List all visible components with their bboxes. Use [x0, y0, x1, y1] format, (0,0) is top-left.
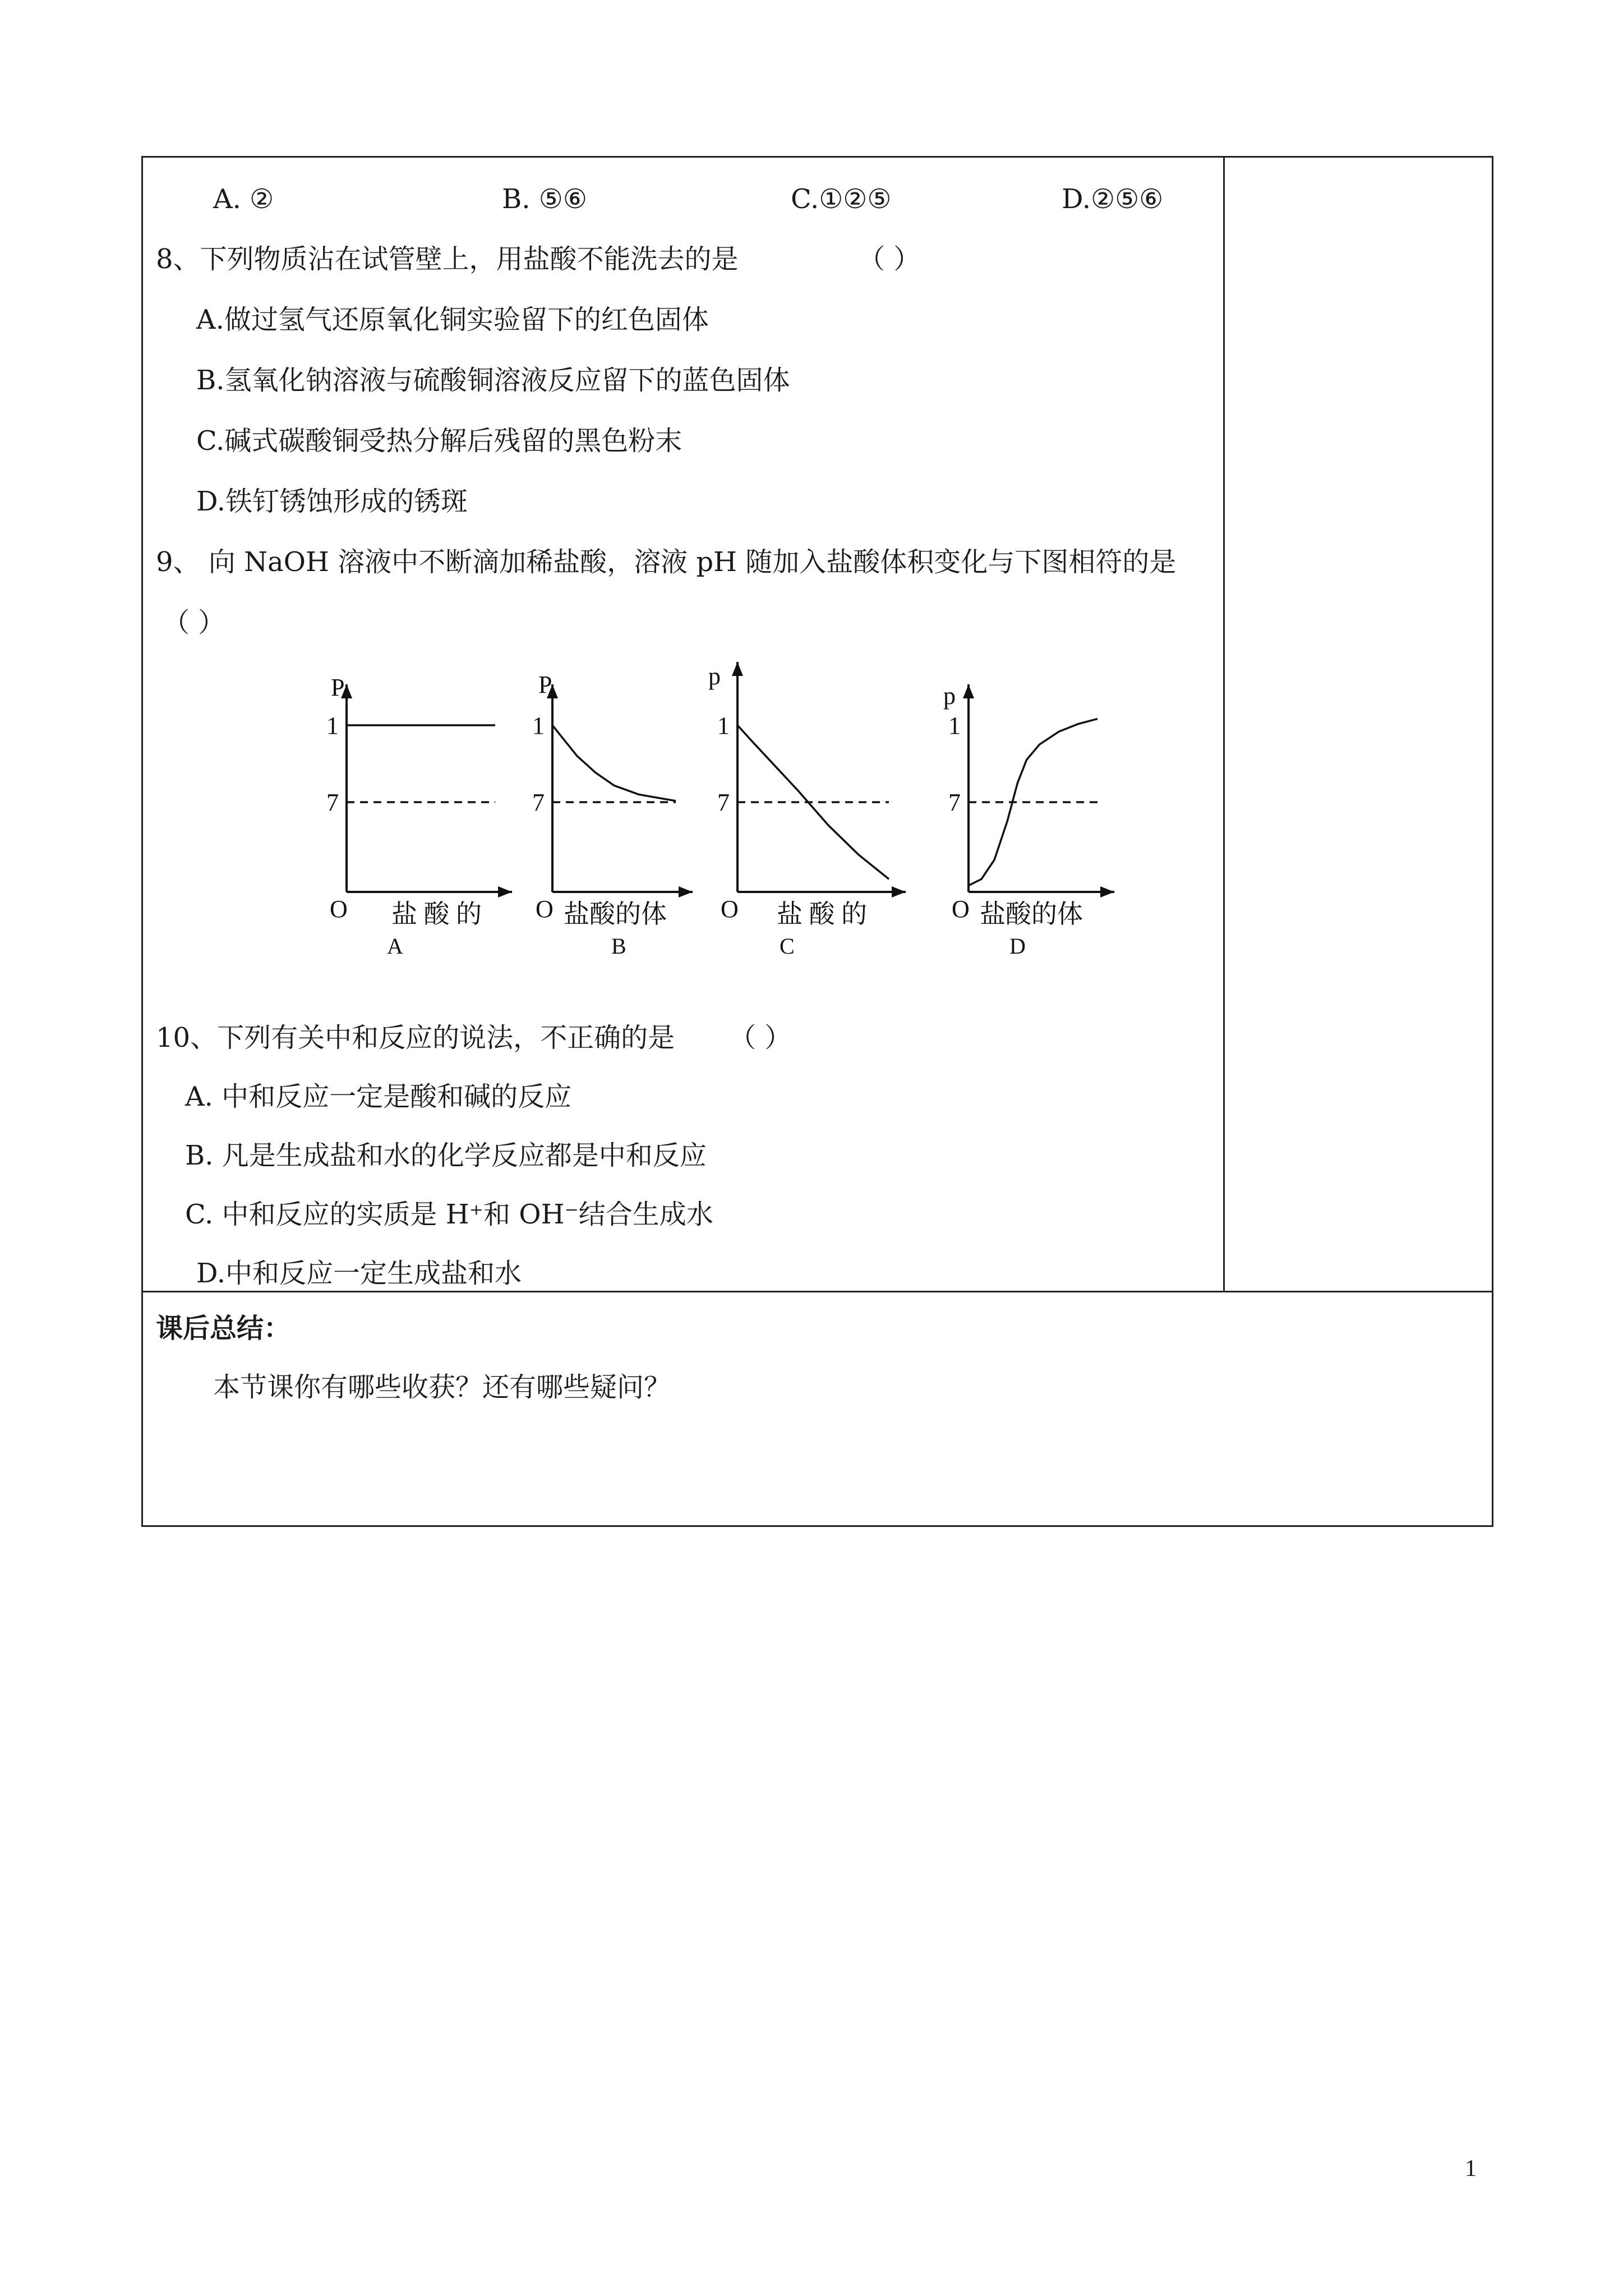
- graph-b-y-label: P: [538, 671, 552, 698]
- graph-b-origin-label: O: [536, 895, 554, 923]
- graph-a-panel-label: A: [387, 933, 403, 959]
- graph-a-tick-label-1: 1: [326, 711, 339, 739]
- graph-b-tick-label-1: 1: [532, 711, 545, 739]
- graph-a-origin-label: O: [330, 895, 348, 923]
- graph-d-x-arrow: [1100, 886, 1114, 898]
- q10-stem: 10、下列有关中和反应的说法，不正确的是: [156, 1022, 675, 1053]
- graph-c-y-arrow: [732, 662, 743, 676]
- graph-b-x-arrow: [679, 886, 693, 898]
- q9-answer-paren: （ ）: [163, 607, 225, 638]
- q10-option-d: D.中和反应一定生成盐和水: [196, 1258, 522, 1289]
- q7-option-c: C.①②⑤: [791, 183, 892, 215]
- graph-c-tick-label-1: 1: [717, 711, 730, 739]
- graph-c-x-label: 盐 酸 的: [777, 900, 867, 928]
- graph-d-y-label: p: [943, 682, 956, 710]
- q8-option-c: C.碱式碳酸铜受热分解后残留的黑色粉末: [196, 425, 683, 457]
- q7-option-b: B. ⑤⑥: [502, 183, 587, 215]
- summary-prompt: 本节课你有哪些收获？还有哪些疑问？: [213, 1372, 671, 1403]
- q10-option-a: A. 中和反应一定是酸和碱的反应: [185, 1081, 572, 1112]
- page-number: 1: [1465, 2156, 1477, 2182]
- graph-d-x-label: 盐酸的体: [980, 900, 1083, 928]
- graph-a-tick-label-7: 7: [326, 789, 339, 816]
- q8-answer-paren: （ ）: [858, 243, 921, 275]
- table-row-divider: [141, 1291, 1493, 1292]
- graph-c-x-arrow: [892, 886, 906, 898]
- graph-a-y-label: P: [331, 674, 345, 701]
- q10-answer-paren: （ ）: [729, 1022, 792, 1053]
- q10-option-b: B. 凡是生成盐和水的化学反应都是中和反应: [185, 1140, 707, 1171]
- q9-ph-graphs: [0, 0, 1623, 987]
- q7-option-d: D.②⑤⑥: [1062, 183, 1164, 215]
- graph-c-panel-label: C: [780, 933, 795, 959]
- q7-option-a: A. ②: [213, 183, 274, 215]
- graph-b-tick-label-7: 7: [532, 789, 545, 816]
- graph-d-y-arrow: [963, 684, 974, 698]
- graph-d-tick-label-7: 7: [948, 789, 961, 816]
- graph-b-panel-label: B: [611, 933, 626, 959]
- graph-b-ph-curve: [552, 725, 676, 801]
- q8-stem: 8、下列物质沾在试管壁上，用盐酸不能洗去的是: [156, 243, 739, 275]
- q10-option-c: C. 中和反应的实质是 H⁺和 OH⁻结合生成水: [185, 1199, 713, 1230]
- graph-a-x-label: 盐 酸 的: [391, 900, 482, 928]
- graph-c-origin-label: O: [721, 895, 739, 923]
- table-border-bottom: [141, 1525, 1493, 1527]
- q8-option-d: D.铁钉锈蚀形成的锈斑: [196, 486, 468, 517]
- graph-c-y-label: p: [708, 662, 721, 690]
- graph-a-x-arrow: [498, 886, 512, 898]
- q8-option-a: A.做过氢气还原氧化铜实验留下的红色固体: [196, 304, 709, 335]
- graph-b-x-label: 盐酸的体: [564, 900, 667, 928]
- q9-stem: 9、 向 NaOH 溶液中不断滴加稀盐酸，溶液 pH 随加入盐酸体积变化与下图相符的是: [156, 546, 1177, 578]
- graph-d-panel-label: D: [1009, 933, 1026, 959]
- q8-option-b: B.氢氧化钠溶液与硫酸铜溶液反应留下的蓝色固体: [196, 365, 790, 396]
- graph-c-tick-label-7: 7: [717, 789, 730, 816]
- graph-d-tick-label-1: 1: [948, 711, 961, 739]
- graph-d-origin-label: O: [952, 895, 970, 923]
- summary-heading: 课后总结：: [156, 1313, 291, 1344]
